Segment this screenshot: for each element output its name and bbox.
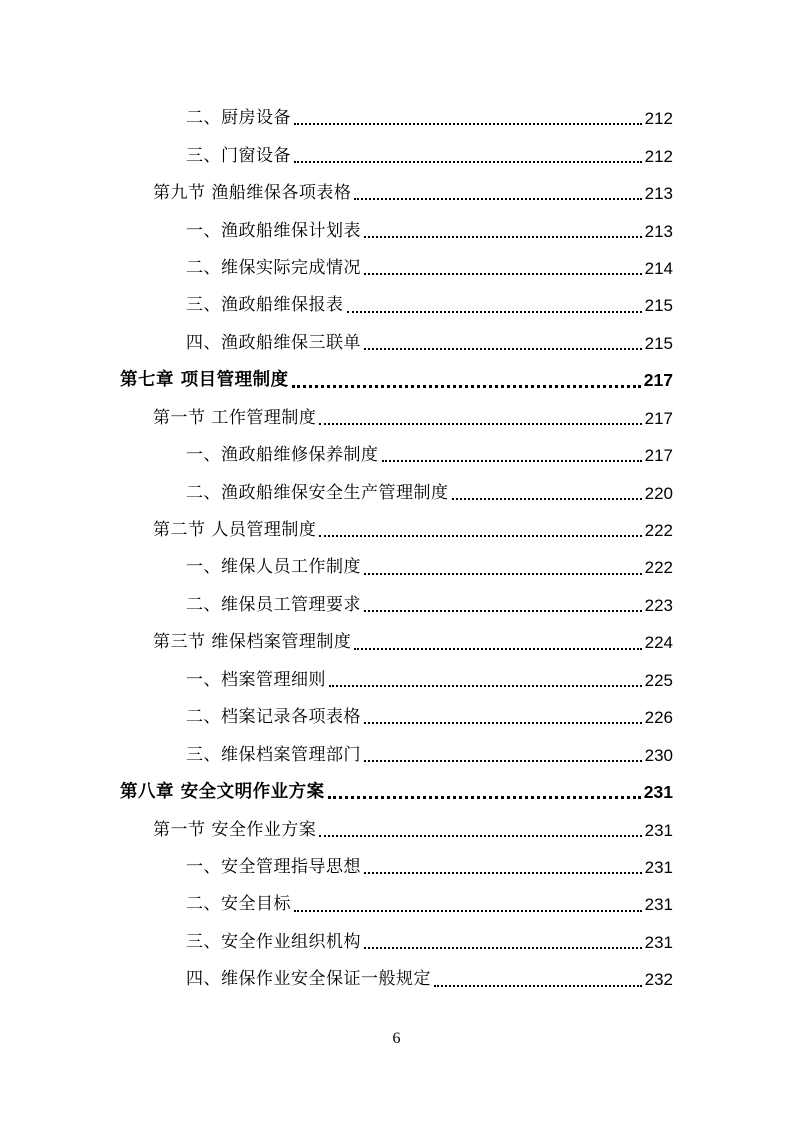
toc-entry-page: 212 <box>644 146 673 166</box>
toc-entry-title: 第一节 安全作业方案 <box>153 819 317 840</box>
toc-entry-title: 一、渔政船维修保养制度 <box>186 445 379 466</box>
toc-entry[interactable] <box>0 924 793 961</box>
dot-leader <box>294 123 642 125</box>
toc-entry-page: 225 <box>644 670 673 690</box>
toc-entry-title: 一、档案管理细则 <box>186 669 326 690</box>
toc-entry-page: 230 <box>644 745 673 765</box>
toc-entry-page: 231 <box>643 781 673 802</box>
toc-entry-page: 226 <box>644 708 673 728</box>
dot-leader <box>364 722 642 724</box>
toc-entry-title: 二、安全目标 <box>186 894 291 915</box>
toc-section-entry[interactable] <box>0 512 793 549</box>
toc-entry-title: 二、渔政船维保安全生产管理制度 <box>186 482 449 503</box>
dot-leader <box>364 872 642 874</box>
toc-entry-title: 第三节 维保档案管理制度 <box>153 632 352 653</box>
toc-section-entry[interactable] <box>0 811 793 848</box>
toc-entry-title: 第九节 渔船维保各项表格 <box>153 183 352 204</box>
toc-chapter-entry[interactable] <box>0 774 793 811</box>
toc-section-entry[interactable] <box>0 175 793 212</box>
toc-entry[interactable] <box>0 100 793 137</box>
toc-entry[interactable] <box>0 699 793 736</box>
toc-entry[interactable] <box>0 961 793 998</box>
dot-leader <box>364 947 642 949</box>
toc-entry[interactable] <box>0 474 793 511</box>
toc-entry-title: 第二节 人员管理制度 <box>153 520 317 541</box>
dot-leader <box>364 610 642 612</box>
toc-entry[interactable] <box>0 736 793 773</box>
toc-entry-page: 215 <box>644 296 673 316</box>
dot-leader <box>434 985 642 987</box>
toc-entry-page: 222 <box>644 521 673 541</box>
toc-entry-page: 231 <box>644 857 673 877</box>
toc-entry-page: 222 <box>644 558 673 578</box>
toc-entry-page: 220 <box>644 483 673 503</box>
toc-entry-title: 二、厨房设备 <box>186 108 291 129</box>
dot-leader <box>319 423 641 425</box>
toc-entry[interactable] <box>0 549 793 586</box>
dot-leader <box>364 760 642 762</box>
dot-leader <box>364 236 642 238</box>
toc-entry[interactable] <box>0 886 793 923</box>
toc-entry-page: 213 <box>644 221 673 241</box>
toc-entry[interactable] <box>0 212 793 249</box>
toc-entry-page: 215 <box>644 333 673 353</box>
page-number: 6 <box>392 1030 401 1047</box>
toc-section-entry[interactable] <box>0 400 793 437</box>
toc-entry-title: 三、维保档案管理部门 <box>186 744 361 765</box>
dot-leader <box>328 796 641 799</box>
toc-entry-page: 217 <box>644 446 673 466</box>
toc-entry-page: 217 <box>644 408 673 428</box>
toc-entry-page: 231 <box>644 932 673 952</box>
dot-leader <box>364 573 642 575</box>
toc-entry-page: 214 <box>644 258 673 278</box>
toc-entry-title: 第七章 项目管理制度 <box>120 370 289 391</box>
dot-leader <box>292 385 641 388</box>
toc-entry-page: 231 <box>644 895 673 915</box>
toc-entry-title: 二、档案记录各项表格 <box>186 707 361 728</box>
toc-entry-title: 三、安全作业组织机构 <box>186 931 361 952</box>
dot-leader <box>347 311 642 313</box>
table-of-contents <box>0 100 793 999</box>
toc-entry[interactable] <box>0 587 793 624</box>
toc-entry-page: 213 <box>644 184 673 204</box>
toc-entry-title: 三、门窗设备 <box>186 145 291 166</box>
toc-entry-title: 第一节 工作管理制度 <box>153 407 317 428</box>
dot-leader <box>329 685 642 687</box>
dot-leader <box>364 273 642 275</box>
toc-entry-title: 一、维保人员工作制度 <box>186 557 361 578</box>
toc-entry-page: 223 <box>644 595 673 615</box>
toc-entry-page: 231 <box>644 820 673 840</box>
toc-entry-title: 三、渔政船维保报表 <box>186 295 344 316</box>
toc-section-entry[interactable] <box>0 624 793 661</box>
toc-entry[interactable] <box>0 662 793 699</box>
toc-entry-title: 第八章 安全文明作业方案 <box>120 781 325 802</box>
toc-entry-title: 一、渔政船维保计划表 <box>186 220 361 241</box>
toc-entry-title: 二、维保员工管理要求 <box>186 594 361 615</box>
toc-chapter-entry[interactable] <box>0 362 793 399</box>
toc-entry-title: 二、维保实际完成情况 <box>186 257 361 278</box>
dot-leader <box>319 835 641 837</box>
toc-entry[interactable] <box>0 849 793 886</box>
toc-entry[interactable] <box>0 287 793 324</box>
toc-entry-title: 四、维保作业安全保证一般规定 <box>186 969 431 990</box>
toc-entry[interactable] <box>0 250 793 287</box>
dot-leader <box>452 498 642 500</box>
toc-entry-page: 224 <box>644 633 673 653</box>
dot-leader <box>354 648 641 650</box>
dot-leader <box>294 910 642 912</box>
toc-entry-title: 一、安全管理指导思想 <box>186 856 361 877</box>
toc-entry[interactable] <box>0 325 793 362</box>
toc-entry-title: 四、渔政船维保三联单 <box>186 332 361 353</box>
toc-entry-page: 232 <box>644 970 673 990</box>
toc-entry-page: 212 <box>644 109 673 129</box>
dot-leader <box>382 460 642 462</box>
dot-leader <box>364 348 642 350</box>
toc-entry-page: 217 <box>643 370 673 391</box>
dot-leader <box>354 198 641 200</box>
dot-leader <box>294 161 642 163</box>
toc-entry[interactable] <box>0 137 793 174</box>
toc-entry[interactable] <box>0 437 793 474</box>
dot-leader <box>319 535 641 537</box>
